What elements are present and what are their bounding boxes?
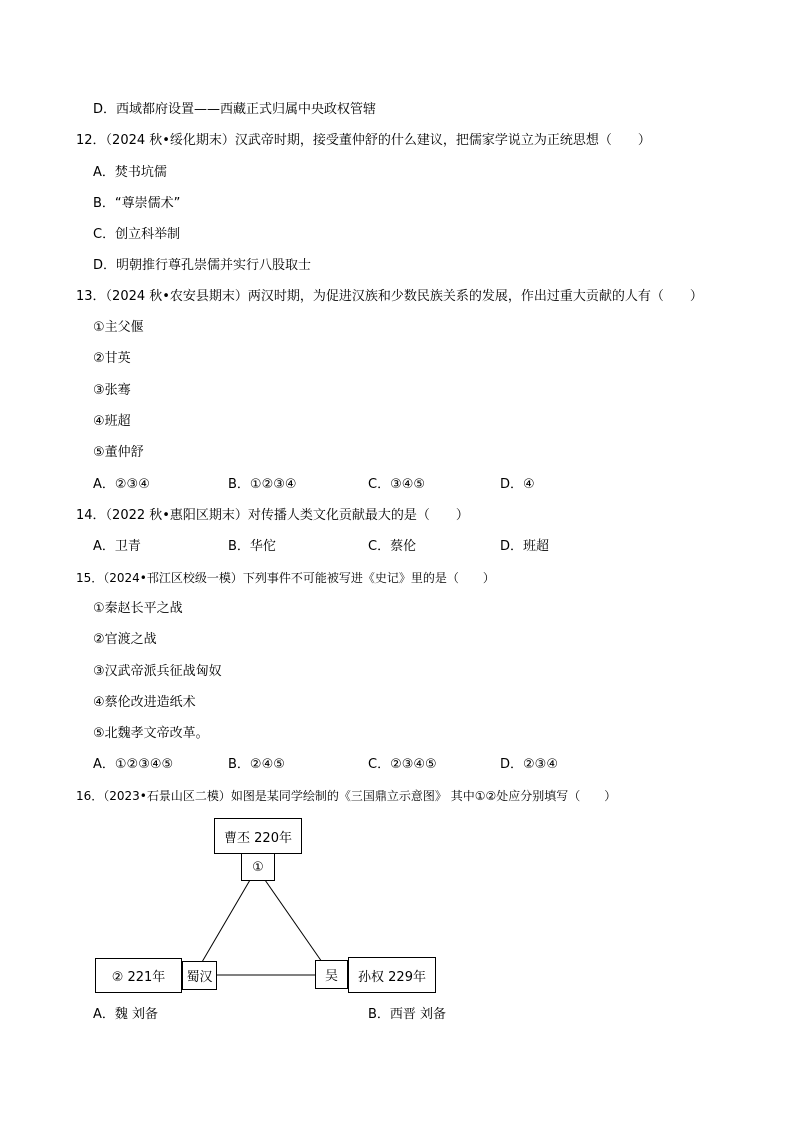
- q12-option-b: B．“尊崇儒术”: [93, 196, 181, 211]
- q13-item-5: ⑤董仲舒: [93, 445, 144, 460]
- q13-item-1: ①主父偃: [93, 320, 144, 335]
- diagram-box-sun-quan: 孙权 229年: [348, 957, 436, 993]
- q15-option-b: B．②④⑤: [228, 757, 285, 772]
- q16-option-b: B．西晋 刘备: [368, 1007, 447, 1022]
- diagram-box-2-221: ② 221年: [95, 958, 182, 993]
- q12-stem: 12．（2024 秋•绥化期末）汉武帝时期，接受董仲舒的什么建议，把儒家学说立为正统思想（ ）: [76, 133, 651, 148]
- diagram-box-cao-pi: 曹丕 220年: [214, 818, 302, 854]
- q15-item-1: ①秦赵长平之战: [93, 601, 183, 616]
- q12-option-c: C．创立科举制: [93, 227, 181, 242]
- q15-item-4: ④蔡伦改进造纸术: [93, 695, 196, 710]
- q13-option-c: C．③④⑤: [368, 477, 426, 492]
- q13-option-b: B．①②③④: [228, 477, 297, 492]
- q11-option-d: D．西域都府设置——西藏正式归属中央政权管辖: [93, 102, 377, 117]
- q13-item-4: ④班超: [93, 414, 131, 429]
- q15-option-a: A．①②③④⑤: [93, 757, 174, 772]
- triangle-edge-right: [265, 880, 322, 962]
- diagram-label-shu-han: 蜀汉: [182, 961, 217, 990]
- q15-item-2: ②官渡之战: [93, 632, 157, 647]
- q16-options: [0, 1006, 794, 1026]
- triangle-edge-left: [202, 880, 250, 962]
- q14-stem: 14．（2022 秋•惠阳区期末）对传播人类文化贡献最大的是（ ）: [76, 508, 469, 523]
- q15-options: [0, 756, 794, 776]
- q16-stem: 16．（2023•石景山区二模）如图是某同学绘制的《三国鼎立示意图》 其中①②处应分别填写（ ）: [76, 789, 617, 803]
- q13-options: [0, 476, 794, 496]
- diagram-label-wu: 吴: [315, 960, 348, 989]
- q14-option-c: C．蔡伦: [368, 539, 417, 554]
- q15-option-d: D．②③④: [500, 757, 558, 772]
- diagram-marker-1: ①: [241, 853, 275, 881]
- q13-item-3: ③张骞: [93, 383, 131, 398]
- q13-stem: 13．（2024 秋•农安县期末）两汉时期，为促进汉族和少数民族关系的发展，作出过重大贡献的人有（ ）: [76, 289, 703, 304]
- q15-item-3: ③汉武帝派兵征战匈奴: [93, 664, 222, 679]
- q15-stem: 15．（2024•邗江区校级一模）下列事件不可能被写进《史记》里的是（ ）: [76, 571, 495, 585]
- q14-options: [0, 538, 794, 558]
- q16-option-a: A．魏 刘备: [93, 1007, 159, 1022]
- q13-option-a: A．②③④: [93, 477, 150, 492]
- q14-option-d: D．班超: [500, 539, 550, 554]
- q13-option-d: D．④: [500, 477, 535, 492]
- q13-item-2: ②甘英: [93, 351, 131, 366]
- q14-option-a: A．卫青: [93, 539, 141, 554]
- q12-option-d: D．明朝推行尊孔崇儒并实行八股取士: [93, 258, 312, 273]
- q12-option-a: A．焚书坑儒: [93, 165, 167, 180]
- q15-item-5: ⑤北魏孝文帝改革。: [93, 726, 209, 741]
- q15-option-c: C．②③④⑤: [368, 757, 437, 772]
- q14-option-b: B．华佗: [228, 539, 276, 554]
